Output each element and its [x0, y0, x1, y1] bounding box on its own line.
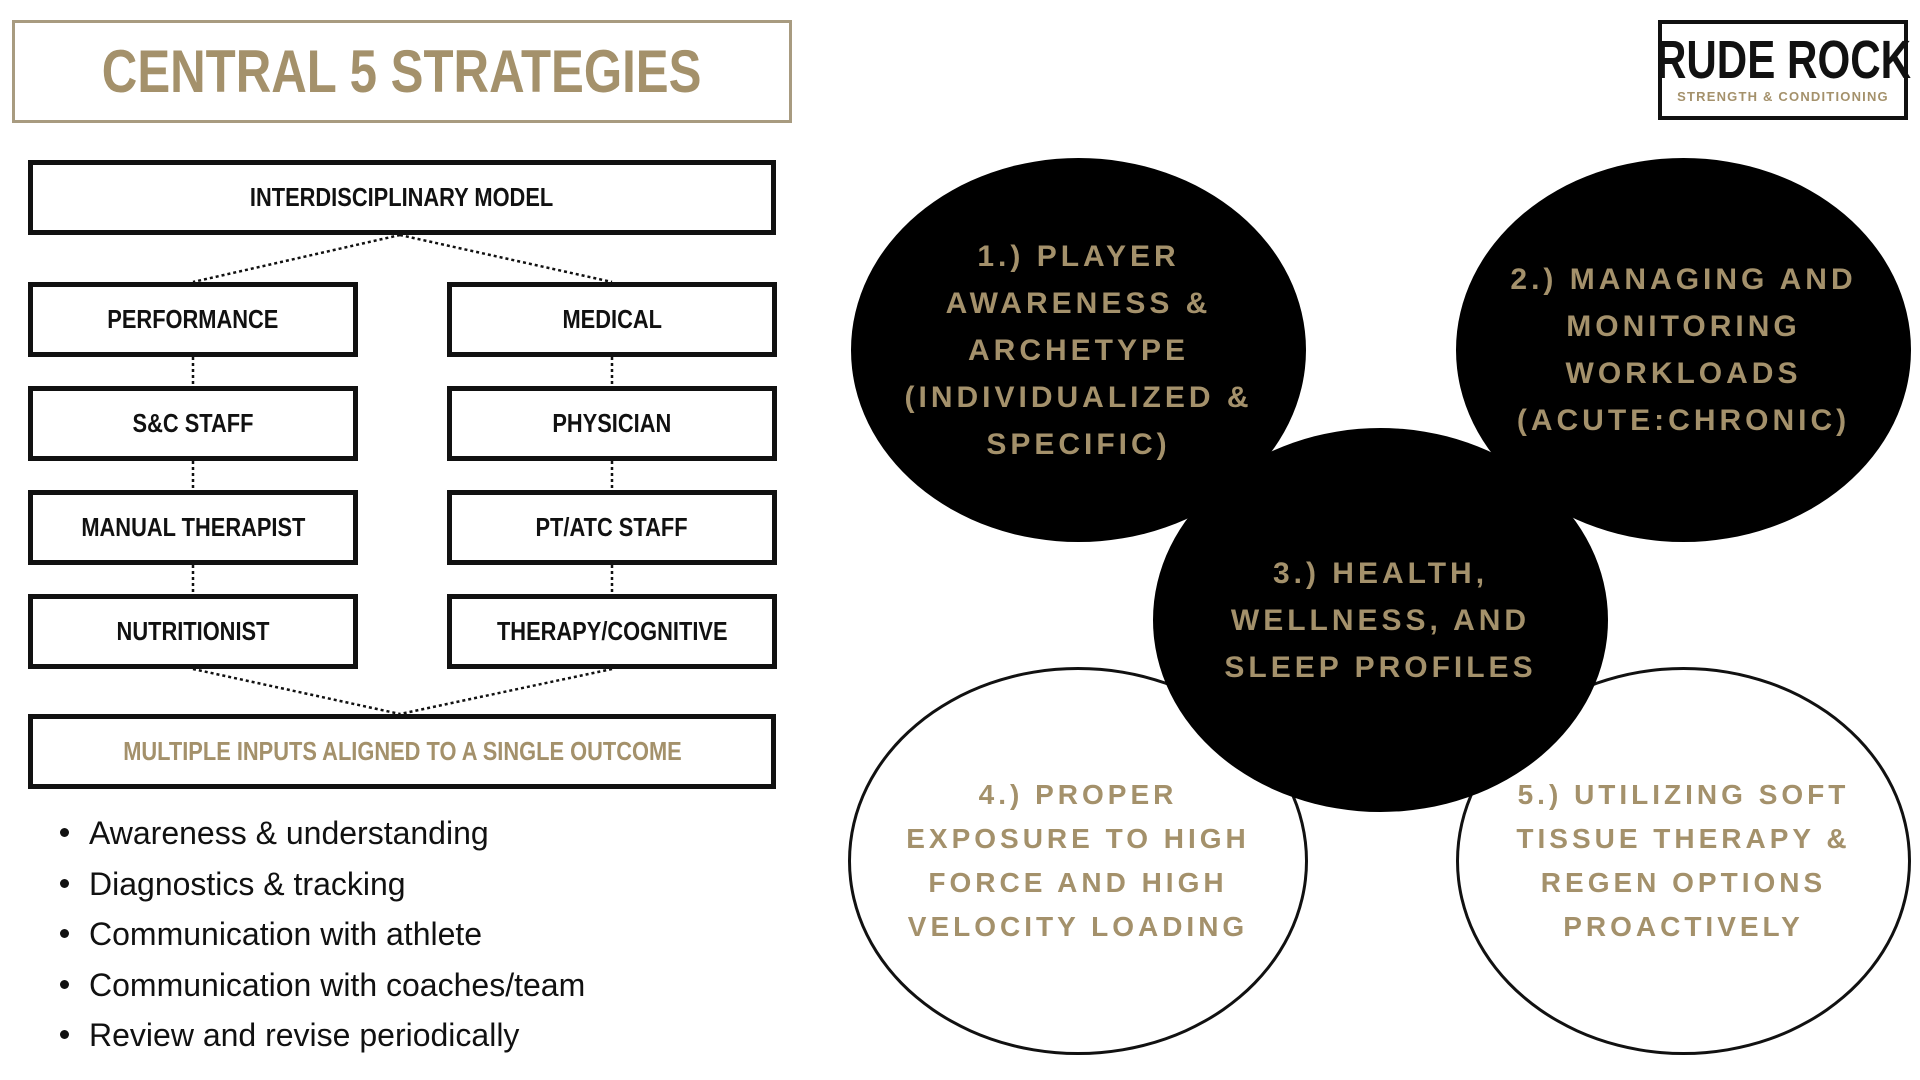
bullet-list: [60, 808, 585, 1061]
box-label: NUTRITIONIST: [116, 616, 270, 646]
strategy-2-text: 2.) MANAGING AND MONITORING WORKLOADS (ACUTE:CHRONIC): [1510, 263, 1857, 437]
interdisciplinary-model-box: [28, 160, 776, 235]
performance-box: [28, 282, 358, 357]
strategy-circle-3: [1153, 428, 1608, 812]
brand-logo: [1655, 20, 1911, 120]
physician-box: [447, 386, 777, 461]
manual-therapist-box: [28, 490, 358, 565]
box-label: MEDICAL: [562, 304, 662, 334]
page-title: CENTRAL 5 STRATEGIES: [102, 38, 702, 105]
strategy-3-text: 3.) HEALTH, WELLNESS, AND SLEEP PROFILES: [1224, 556, 1537, 684]
list-item: Communication with athlete: [60, 909, 585, 960]
list-item: Review and revise periodically: [60, 1010, 585, 1061]
medical-box: [447, 282, 777, 357]
box-label: INTERDISCIPLINARY MODEL: [250, 182, 554, 212]
bullet-icon: [60, 980, 69, 989]
strategy-4-text: 4.) PROPER EXPOSURE TO HIGH FORCE AND HIGH VELOCITY LOADING: [906, 779, 1250, 942]
list-item: Communication with coaches/team: [60, 960, 585, 1011]
box-label: MULTIPLE INPUTS ALIGNED TO A SINGLE OUTCOME: [122, 736, 682, 766]
connector-top-right: [400, 235, 612, 282]
connector-bottom-right: [400, 669, 612, 714]
logo-tagline: STRENGTH & CONDITIONING: [1677, 88, 1889, 104]
box-label: MANUAL THERAPIST: [80, 512, 306, 542]
bullet-icon: [60, 879, 69, 888]
therapy-cognitive-box: [447, 594, 777, 669]
box-label: PT/ATC STAFF: [535, 512, 689, 542]
connector-top-left: [193, 235, 400, 282]
pt-atc-staff-box: [447, 490, 777, 565]
bullet-icon: [60, 929, 69, 938]
bullet-icon: [60, 828, 69, 837]
logo-wordmark: RUDE ROCK: [1655, 29, 1911, 90]
single-outcome-box: [28, 714, 776, 789]
strategy-5-text: 5.) UTILIZING SOFT TISSUE THERAPY & REGEN OPTIONS PROACTIVELY: [1516, 779, 1851, 942]
box-label: PERFORMANCE: [107, 304, 279, 334]
bullet-icon: [60, 1030, 69, 1039]
box-label: PHYSICIAN: [552, 408, 672, 438]
box-label: S&C STAFF: [132, 408, 254, 438]
connector-bottom-left: [193, 669, 400, 714]
nutritionist-box: [28, 594, 358, 669]
list-item: Awareness & understanding: [60, 808, 585, 859]
box-label: THERAPY/COGNITIVE: [496, 616, 728, 646]
list-item: Diagnostics & tracking: [60, 859, 585, 910]
strategy-1-text: 1.) PLAYER AWARENESS & ARCHETYPE (INDIVIDUALIZED & SPECIFIC): [904, 239, 1253, 461]
sc-staff-box: [28, 386, 358, 461]
